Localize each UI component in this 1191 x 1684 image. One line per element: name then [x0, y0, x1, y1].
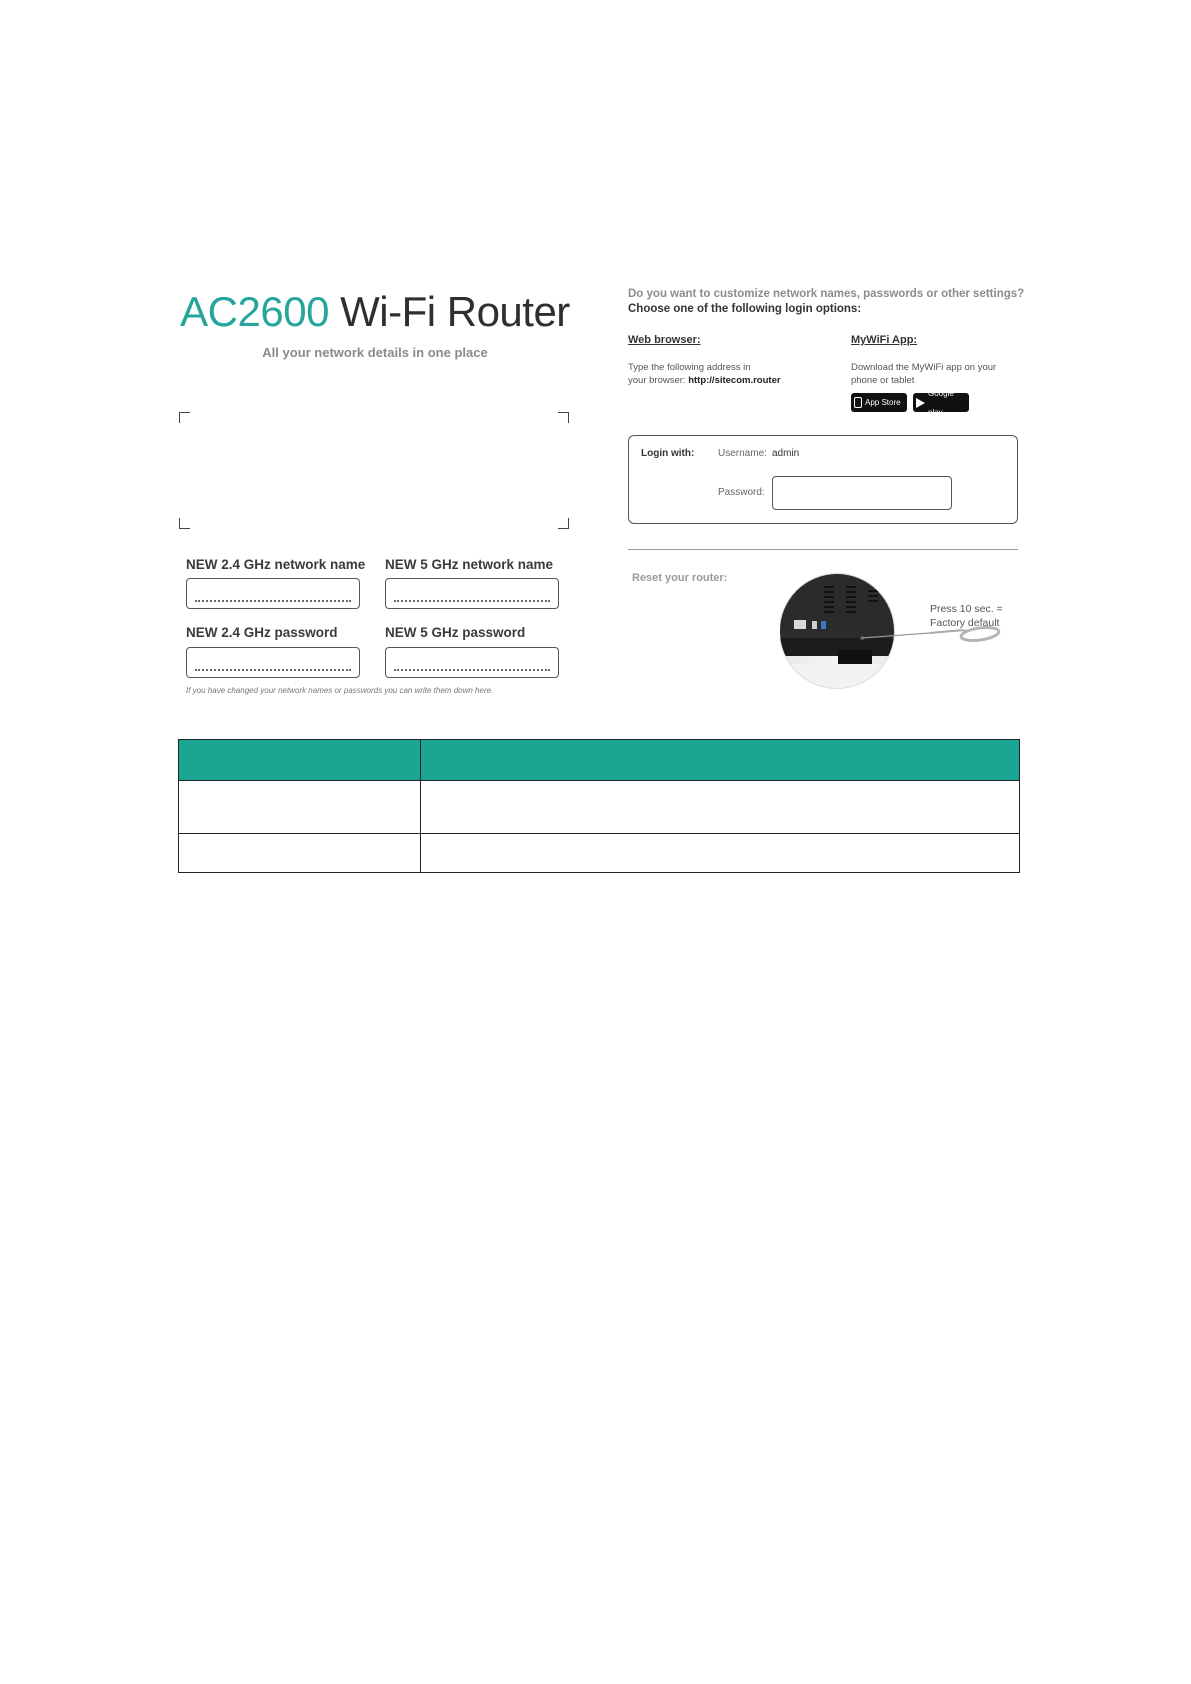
- play-icon: [916, 398, 925, 408]
- field-24-network-name[interactable]: [186, 578, 360, 609]
- router-address-link[interactable]: http://sitecom.router: [688, 375, 781, 386]
- table-header-cell-1: [179, 740, 421, 781]
- username-label: Username:: [718, 448, 767, 459]
- press-factory-default-text: [930, 602, 1003, 630]
- label-24-password: NEW 2.4 GHz password: [186, 625, 338, 640]
- label-24-network-name: NEW 2.4 GHz network name: [186, 557, 366, 572]
- title-accent: AC2600: [180, 288, 329, 335]
- press-line-1: Press 10 sec. =: [930, 603, 1003, 615]
- app-line-1: Download the MyWiFi app on your: [851, 362, 997, 373]
- ethernet-port: [794, 620, 806, 629]
- mywifi-app-instructions: [851, 361, 996, 387]
- choose-login-options: Choose one of the following login options:: [628, 303, 862, 315]
- mywifi-app-heading: MyWiFi App:: [851, 334, 918, 346]
- crop-mark-top-left: [179, 412, 190, 423]
- customize-question: Do you want to customize network names, passwords or other settings?: [628, 288, 1025, 300]
- section-divider: [628, 549, 1018, 550]
- login-with-label: Login with:: [641, 448, 695, 459]
- google-play-badge[interactable]: [913, 388, 969, 417]
- info-table: [178, 739, 1020, 873]
- password-label: Password:: [718, 487, 765, 498]
- table-row: [179, 781, 1020, 834]
- web-browser-instructions: [628, 361, 781, 387]
- crop-mark-top-right: [558, 412, 569, 423]
- app-line-2: phone or tablet: [851, 375, 915, 386]
- dotted-line: [394, 669, 550, 671]
- web-line-2: [628, 374, 781, 387]
- username-value: admin: [772, 448, 800, 459]
- web-line-2-prefix: your browser:: [628, 375, 689, 386]
- crop-mark-bottom-left: [179, 518, 190, 529]
- app-store-label: App Store: [865, 398, 901, 407]
- table-row: [179, 834, 1020, 873]
- password-field[interactable]: [772, 476, 952, 510]
- dotted-line: [195, 669, 351, 671]
- label-5-password: NEW 5 GHz password: [385, 625, 526, 640]
- router-reset-illustration: [780, 568, 1010, 698]
- table-cell: [179, 781, 421, 834]
- phone-icon: [854, 397, 862, 408]
- google-play-label: Google play: [928, 388, 954, 417]
- label-5-network-name: NEW 5 GHz network name: [385, 557, 554, 572]
- table-header-cell-2: [421, 740, 1020, 781]
- table-header-row: [179, 740, 1020, 781]
- web-browser-heading: Web browser:: [628, 334, 701, 346]
- table-cell: [179, 834, 421, 873]
- usb3-port: [821, 621, 826, 629]
- web-line-1: Type the following address in: [628, 362, 751, 373]
- usb-port: [812, 621, 817, 629]
- write-down-note: If you have changed your network names or passwords you can write them down here.: [186, 686, 494, 695]
- app-store-badge[interactable]: [851, 393, 907, 412]
- crop-mark-bottom-right: [558, 518, 569, 529]
- page-title: [180, 288, 570, 336]
- subtitle: All your network details in one place: [262, 345, 488, 360]
- dotted-line: [394, 600, 550, 602]
- field-5-password[interactable]: [385, 647, 559, 678]
- field-5-network-name[interactable]: [385, 578, 559, 609]
- table-cell: [421, 781, 1020, 834]
- title-rest: Wi-Fi Router: [328, 288, 570, 335]
- reset-router-label: Reset your router:: [632, 572, 728, 584]
- press-line-2: Factory default: [930, 617, 1000, 629]
- table-cell: [421, 834, 1020, 873]
- dotted-line: [195, 600, 351, 602]
- field-24-password[interactable]: [186, 647, 360, 678]
